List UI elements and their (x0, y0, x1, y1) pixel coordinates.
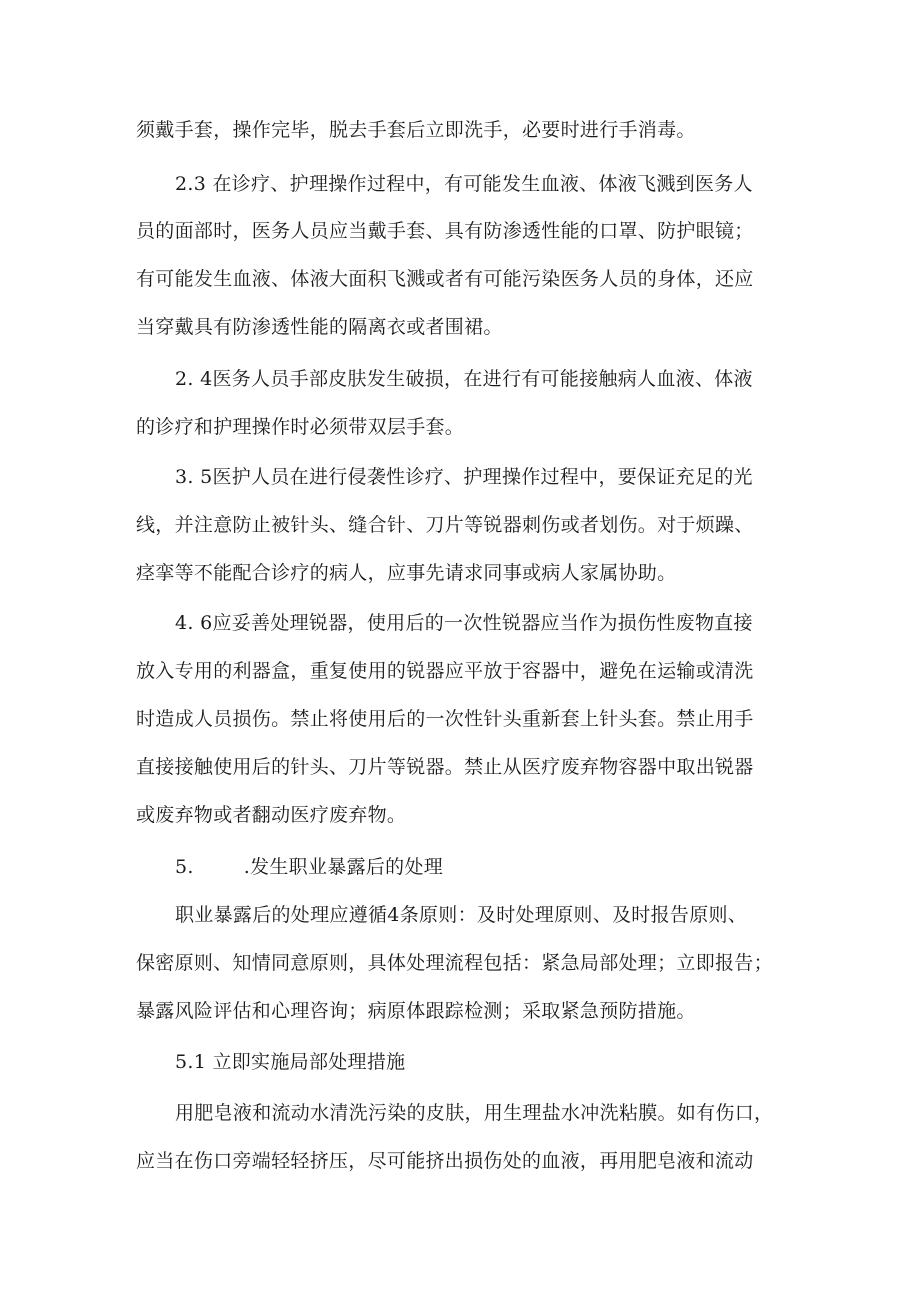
paragraph-line: 应当在伤口旁端轻轻挤压，尽可能挤出损伤处的血液，再用肥皂液和流动 (136, 1150, 754, 1172)
paragraph-line: 的诊疗和护理操作时必须带双层手套。 (136, 416, 465, 438)
paragraph-line: 职业暴露后的处理应遵循4条原则：及时处理原则、及时报告原则、 (175, 904, 748, 926)
paragraph-line: 或废弃物或者翻动医疗废弃物。 (136, 804, 407, 826)
paragraph-line: 有可能发生血液、体液大面积飞溅或者有可能污染医务人员的身体，还应 (136, 268, 754, 290)
paragraph-line: 3. 5医护人员在进行侵袭性诊疗、护理操作过程中，要保证充足的光 (175, 466, 753, 488)
paragraph-line: 用肥皂液和流动水清洗污染的皮肤，用生理盐水冲洗粘膜。如有伤口， (175, 1102, 774, 1124)
section-heading (175, 855, 443, 879)
paragraph-line: 当穿戴具有防渗透性能的隔离衣或者围裙。 (136, 316, 503, 338)
section-number: 5. (175, 856, 194, 878)
section-title: .发生职业暴露后的处理 (243, 856, 444, 878)
paragraph-line: 直接接触使用后的针头、刀片等锐器。禁止从医疗废弃物容器中取出锐器 (136, 756, 754, 778)
paragraph-line: 暴露风险评估和心理咨询；病原体跟踪检测；采取紧急预防措施。 (136, 1000, 696, 1022)
paragraph-line: 须戴手套，操作完毕，脱去手套后立即洗手，必要时进行手消毒。 (136, 119, 696, 141)
paragraph-line: 痉挛等不能配合诊疗的病人，应事先请求同事或病人家属协助。 (136, 562, 677, 584)
paragraph-line: 保密原则、知情同意原则，具体处理流程包括：紧急局部处理；立即报告； (136, 952, 773, 974)
paragraph-line: 线，并注意防止被针头、缝合针、刀片等锐器刺伤或者划伤。对于烦躁、 (136, 514, 754, 536)
subsection-heading: 5.1 立即实施局部处理措施 (175, 1051, 406, 1073)
paragraph-line: 时造成人员损伤。禁止将使用后的一次性针头重新套上针头套。禁止用手 (136, 708, 754, 730)
paragraph-line: 2.3 在诊疗、护理操作过程中，有可能发生血液、体液飞溅到医务人 (175, 173, 753, 195)
paragraph-line: 2. 4医务人员手部皮肤发生破损，在进行有可能接触病人血液、体液 (175, 368, 753, 390)
paragraph-line: 4. 6应妥善处理锐器，使用后的一次性锐器应当作为损伤性废物直接 (175, 612, 753, 634)
paragraph-line: 员的面部时，医务人员应当戴手套、具有防渗透性能的口罩、防护眼镜； (136, 220, 754, 242)
paragraph-line: 放入专用的利器盒，重复使用的锐器应平放于容器中，避免在运输或清洗 (136, 660, 754, 682)
